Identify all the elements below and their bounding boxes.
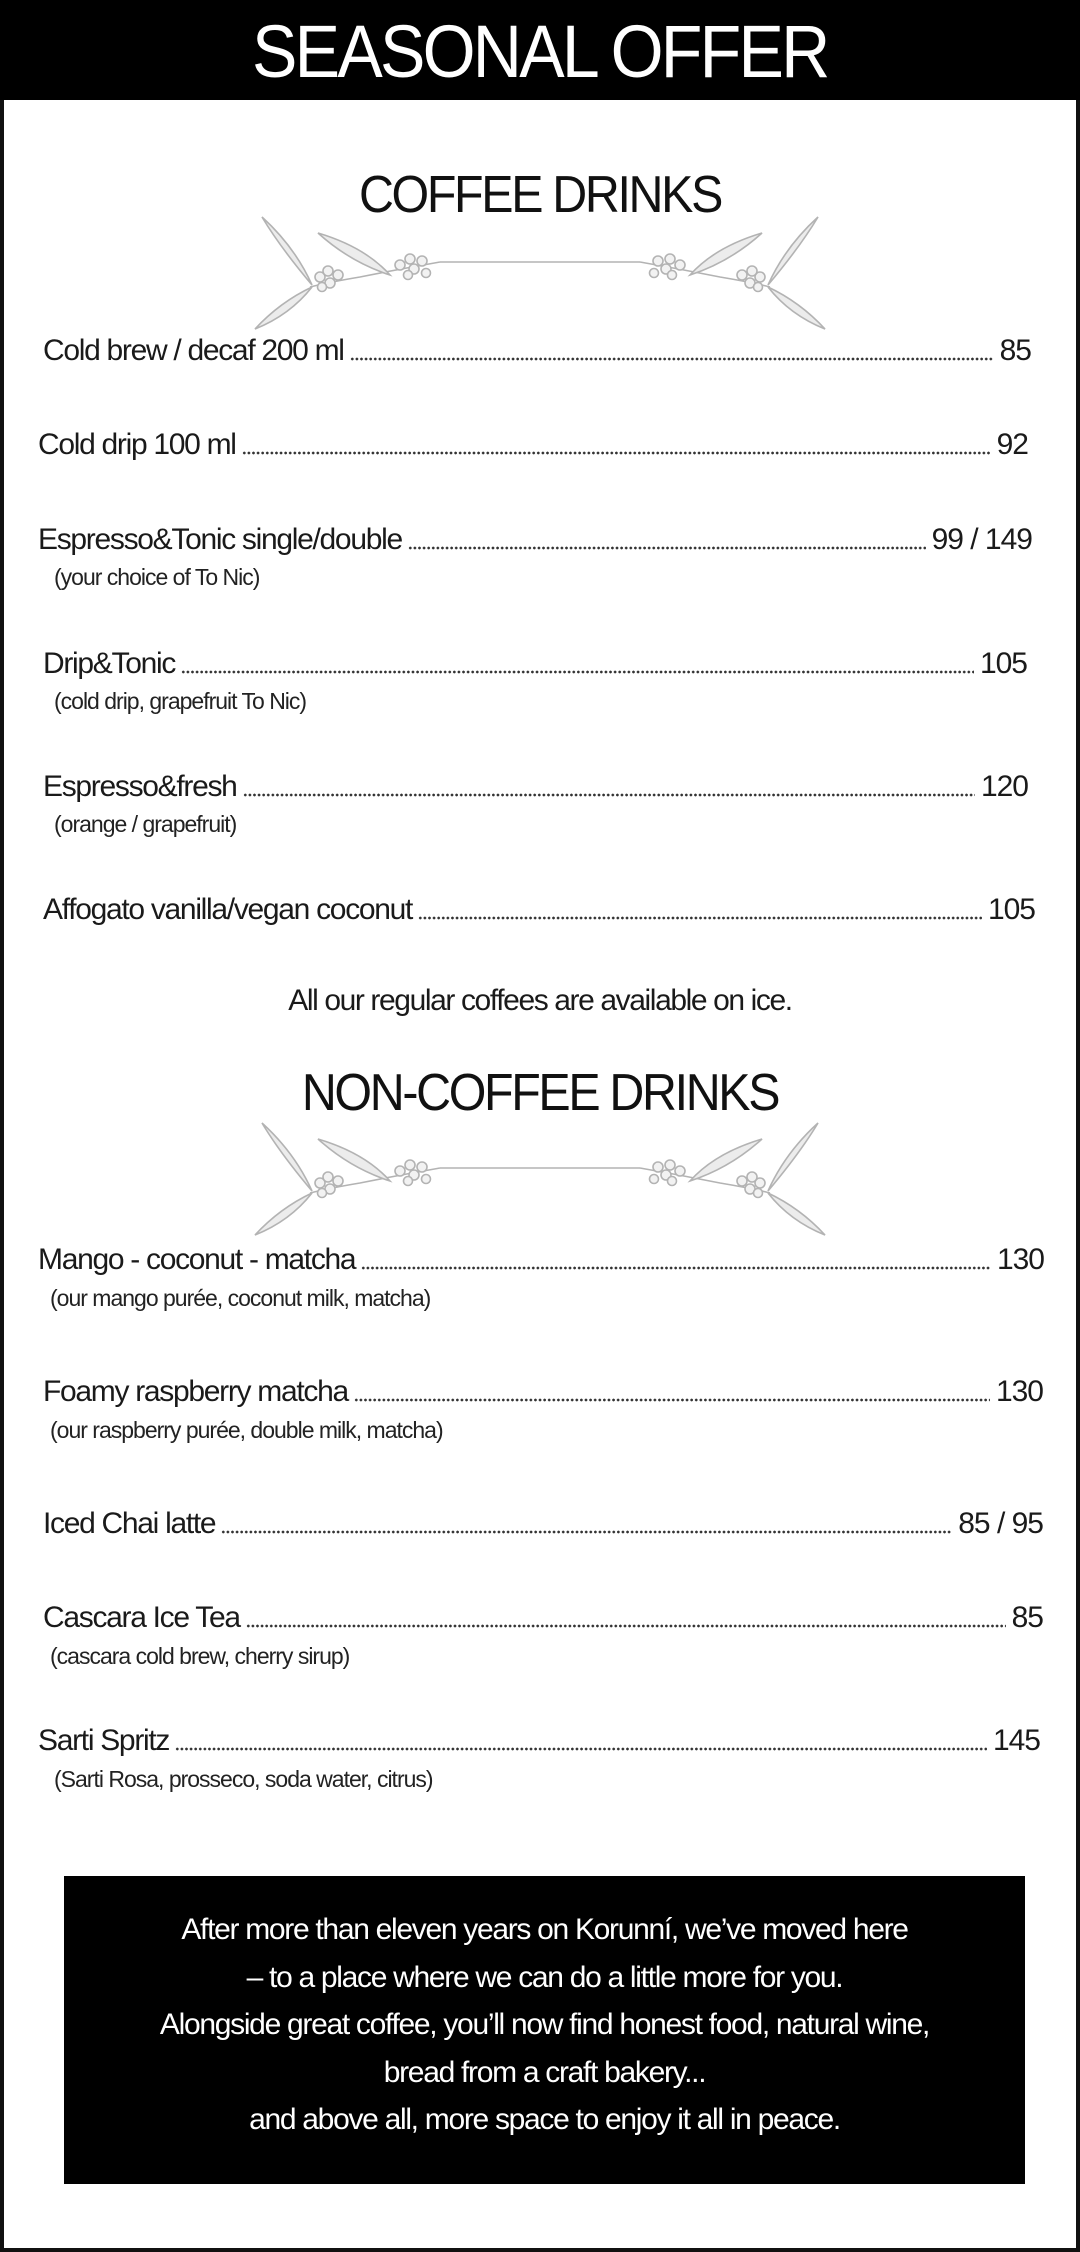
item-description: (cold drip, grapefruit To Nic) [54, 688, 307, 714]
item-name: Espresso&Tonic single/double [38, 523, 402, 556]
menu-item-row [43, 1499, 1043, 1539]
dot-leader [361, 1266, 991, 1270]
item-name: Mango - coconut - matcha [38, 1243, 356, 1276]
page-title: SEASONAL OFFER [252, 10, 828, 93]
dot-leader [246, 1624, 1006, 1628]
item-price: 85 [1011, 1601, 1043, 1634]
notice-line: – to a place where we can do a little more for you. [246, 1960, 843, 1994]
menu-item-row [43, 639, 1027, 679]
coffee-branch-ornament-icon [250, 1113, 830, 1238]
notice-line: Alongside great coffee, you’ll now find honest food, natural wine, [159, 2008, 930, 2041]
dot-leader [350, 357, 994, 361]
item-description: (our mango purée, coconut milk, matcha) [50, 1285, 431, 1311]
menu-item-row [38, 1235, 1044, 1275]
item-description: (Sarti Rosa, prosseco, soda water, citrus) [54, 1766, 433, 1792]
item-name: Foamy raspberry matcha [43, 1375, 348, 1408]
dot-leader [354, 1398, 990, 1402]
item-price: 130 [995, 1375, 1043, 1408]
item-price: 130 [996, 1243, 1044, 1276]
dot-leader [221, 1530, 952, 1534]
iced-coffee-note: All our regular coffees are available on ice. [288, 984, 792, 1017]
item-description: (your choice of To Nic) [54, 564, 260, 590]
item-description: (cascara cold brew, cherry sirup) [50, 1643, 350, 1669]
dot-leader [175, 1747, 987, 1751]
menu-item-row [38, 1716, 1040, 1756]
menu-item-row [43, 326, 1031, 366]
item-name: Drip&Tonic [43, 647, 176, 680]
item-price: 145 [992, 1724, 1040, 1757]
item-name: Iced Chai latte [43, 1507, 216, 1540]
item-price: 105 [979, 647, 1027, 680]
notice-line: bread from a craft bakery... [383, 2055, 706, 2089]
dot-leader [242, 451, 991, 455]
item-price: 92 [996, 428, 1028, 461]
menu-item-row [43, 1593, 1043, 1633]
item-name: Cascara Ice Tea [43, 1601, 240, 1634]
dot-leader [418, 916, 982, 920]
relocation-notice [64, 1876, 1025, 2184]
coffee-branch-ornament-icon [250, 207, 830, 332]
notice-line: and above all, more space to enjoy it all in peace. [249, 2103, 840, 2136]
notice-line: After more than eleven years on Korunní, we’ve moved here [181, 1913, 908, 1946]
dot-leader [408, 546, 926, 550]
item-price: 120 [980, 770, 1028, 803]
item-price: 105 [987, 893, 1035, 926]
menu-item-row [43, 762, 1028, 802]
item-price: 99 / 149 [931, 523, 1032, 556]
section-title-coffee: COFFEE DRINKS [358, 166, 722, 224]
menu-item-row [43, 885, 1035, 925]
menu-item-row [38, 515, 1032, 555]
item-description: (orange / grapefruit) [54, 811, 237, 837]
dot-leader [181, 670, 974, 674]
item-name: Sarti Spritz [38, 1724, 170, 1757]
item-name: Cold brew / decaf 200 ml [43, 334, 344, 367]
item-name: Espresso&fresh [43, 770, 237, 803]
item-price: 85 / 95 [958, 1507, 1043, 1540]
dot-leader [243, 793, 975, 797]
item-name: Affogato vanilla/vegan coconut [43, 893, 413, 926]
item-description: (our raspberry purée, double milk, matcha) [50, 1417, 443, 1443]
menu-item-row [38, 420, 1028, 460]
item-price: 85 [999, 334, 1031, 367]
section-title-non-coffee: NON-COFFEE DRINKS [301, 1064, 779, 1122]
menu-item-row [43, 1367, 1043, 1407]
item-name: Cold drip 100 ml [38, 428, 236, 461]
header-bar [0, 0, 1080, 100]
